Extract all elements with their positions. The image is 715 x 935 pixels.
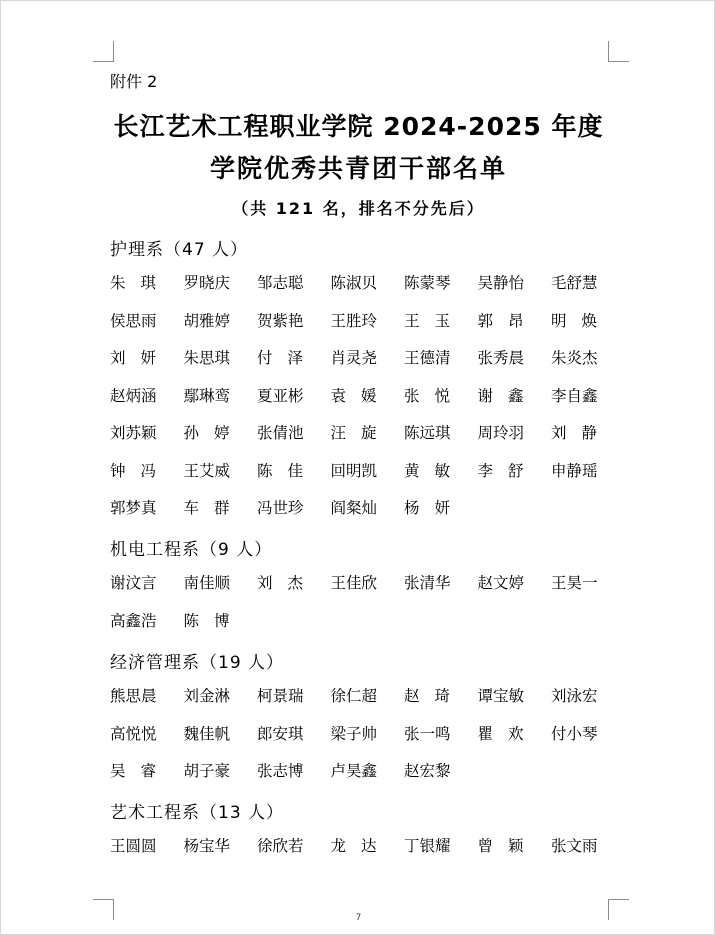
person-name: 张悦	[404, 386, 450, 405]
person-name: 陈博	[183, 611, 230, 630]
person-name: 张志博	[257, 762, 304, 780]
person-name: 王艾威	[183, 461, 231, 480]
person-name: 胡雅婷	[183, 311, 231, 330]
person-name: 谢汶言	[110, 574, 157, 592]
person-name: 王胜玲	[330, 311, 378, 330]
person-name: 魏佳帆	[183, 724, 231, 743]
person-name: 刘金淋	[183, 687, 231, 705]
person-name: 谭宝敏	[477, 687, 525, 705]
person-name: 吴睿	[110, 762, 156, 780]
person-name: 陈佳	[257, 461, 303, 480]
person-name: 刘静	[551, 424, 597, 442]
person-name: 郭昂	[477, 311, 524, 330]
page-number: 7	[355, 913, 362, 923]
person-name: 罗晓庆	[183, 274, 231, 292]
person-name: 瞿欢	[477, 724, 524, 743]
person-name: 肖灵尧	[330, 349, 378, 367]
person-name: 南佳顺	[183, 574, 231, 592]
person-name: 张秀晨	[477, 349, 525, 367]
person-name: 赵炳涵	[110, 386, 157, 405]
person-name: 刘妍	[110, 349, 156, 367]
department-heading: 机电工程系（9 人）	[110, 540, 273, 560]
person-name: 熊思晨	[110, 687, 157, 705]
person-name: 钟冯	[110, 461, 156, 480]
person-name: 明焕	[551, 311, 597, 330]
person-name: 梁子帅	[330, 724, 378, 743]
person-name: 徐仁超	[330, 687, 378, 705]
department-heading: 艺术工程系（13 人）	[110, 803, 285, 823]
person-name: 王德清	[404, 349, 451, 367]
person-name: 汪旋	[330, 424, 377, 442]
person-name: 付小琴	[551, 724, 598, 743]
person-name: 回明凯	[330, 461, 378, 480]
person-name: 刘杰	[257, 574, 303, 592]
person-name: 刘苏颖	[110, 424, 157, 442]
person-name: 赵文婷	[477, 574, 525, 592]
person-name: 黄敏	[404, 461, 450, 480]
person-name: 柯景瑞	[257, 687, 304, 705]
person-name: 李自鑫	[551, 386, 598, 405]
person-name: 付泽	[257, 349, 303, 367]
person-name: 冯世珍	[257, 499, 304, 517]
person-name: 朱炎杰	[551, 349, 598, 367]
person-name: 郭梦真	[110, 499, 157, 517]
person-name: 王昊一	[551, 574, 598, 592]
person-name: 袁媛	[330, 386, 377, 405]
person-name: 申静瑶	[551, 461, 598, 480]
person-name: 张清华	[404, 574, 451, 592]
department-heading: 护理系（47 人）	[110, 240, 249, 260]
person-name: 丁银耀	[404, 837, 451, 855]
person-name: 卢昊鑫	[330, 762, 378, 780]
document-title-line1: 长江艺术工程职业学院 2024-2025 年度	[113, 112, 604, 141]
person-name: 张文雨	[551, 837, 598, 855]
person-name: 孙婷	[183, 424, 230, 442]
crop-mark-top-right	[608, 41, 629, 62]
attachment-label: 附件 2	[110, 72, 158, 91]
person-name: 赵宏黎	[404, 762, 451, 780]
person-name: 曾颖	[477, 837, 524, 855]
person-name: 毛舒慧	[551, 274, 598, 292]
person-name: 张一鸣	[404, 724, 451, 743]
person-name: 陈淑贝	[330, 274, 378, 292]
person-name: 谢鑫	[477, 386, 524, 405]
person-name: 陈远琪	[404, 424, 451, 442]
person-name: 王佳欣	[330, 574, 378, 592]
person-name: 杨宝华	[183, 837, 231, 855]
crop-mark-top-left	[93, 41, 114, 62]
person-name: 车群	[183, 499, 230, 517]
person-name: 高鑫浩	[110, 611, 157, 630]
person-name: 贺紫艳	[257, 311, 304, 330]
person-name: 龙达	[330, 837, 377, 855]
person-name: 胡子豪	[183, 762, 231, 780]
person-name: 高悦悦	[110, 724, 157, 743]
person-name: 杨妍	[404, 499, 450, 517]
person-name: 李舒	[477, 461, 524, 480]
person-name: 周玲羽	[477, 424, 525, 442]
person-name: 赵琦	[404, 687, 450, 705]
person-name: 邹志聪	[257, 274, 304, 292]
document-title-line2: 学院优秀共青团干部名单	[209, 154, 507, 183]
person-name: 侯思雨	[110, 311, 157, 330]
person-name: 鄢琳鸾	[183, 386, 231, 405]
person-name: 陈蒙琴	[404, 274, 451, 292]
person-name: 阎粲灿	[330, 499, 378, 517]
person-name: 张倩池	[257, 424, 304, 442]
person-name: 徐欣若	[257, 837, 304, 855]
person-name: 王圆圆	[110, 837, 157, 855]
person-name: 朱琪	[110, 274, 156, 292]
person-name: 刘泳宏	[551, 687, 598, 705]
person-name: 王玉	[404, 311, 450, 330]
person-name: 朱思琪	[183, 349, 231, 367]
person-name: 吴静怡	[477, 274, 525, 292]
department-heading: 经济管理系（19 人）	[110, 653, 285, 673]
document-subtitle: （共 121 名，排名不分先后）	[232, 199, 485, 218]
person-name: 夏亚彬	[257, 386, 304, 405]
person-name: 郎安琪	[257, 724, 304, 743]
